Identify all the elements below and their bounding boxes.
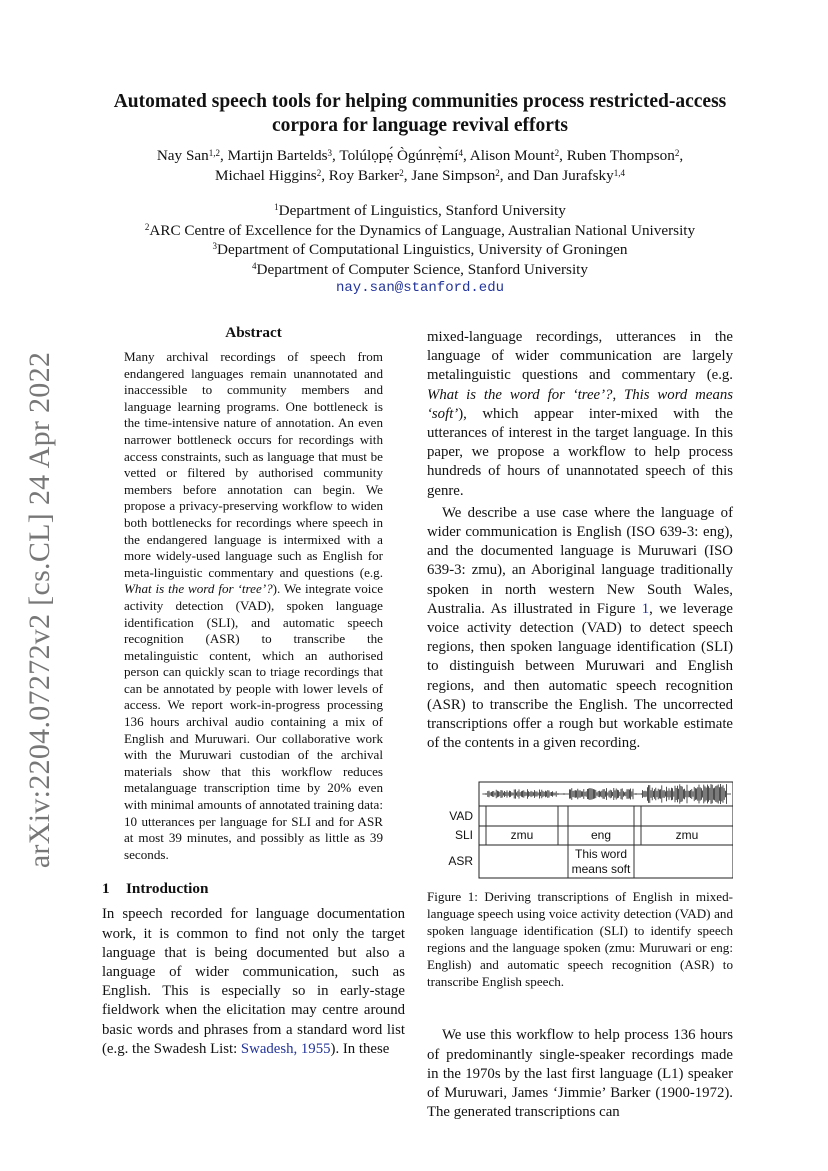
left-column — [102, 324, 405, 1059]
author-name: Nay San — [156, 147, 209, 164]
author-name: Michael Higgins — [215, 167, 317, 184]
author-name: Alison Mount — [469, 147, 555, 164]
intro-paragraph-3: We use this workflow to help process 136 hours of predominantly single-speaker recordings made in the 1970s by the last first language (L1) speaker of Muruwari, James ‘Jimmie’ Barker (1900-1972). The generated transcriptions can — [427, 1027, 733, 1121]
figure-1-caption: Figure 1: Deriving transcriptions of English in mixed-language speech using voice activity detection (VAD) and spoken language identification (SLI) to identify speech regions and the language spoken (zmu: Muruwari or eng: English) and automatic speech recognition (ASR) to transcribe English speech. — [427, 889, 733, 990]
author-name: Dan Jurafsky — [533, 167, 614, 184]
arxiv-identifier — [20, 351, 60, 869]
author-affil-sup: 2 — [316, 168, 322, 178]
right-column — [427, 328, 733, 1122]
vad-row-label: VAD — [449, 809, 473, 824]
abstract-heading: Abstract — [225, 324, 282, 341]
abstract-text: Many archival recordings of speech from endangered languages remain unannotated and inaccessible to community members and language learning programs. One bottleneck is the time-intensive nature of annotation. An even narrower bottleneck occurs for recordings with access constraints, such as language that must be vetted or filtered by authorised community members before annotation can begin. We propose a privacy-preserving workflow to widen both bottlenecks for recordings where speech in the endangered language is intermixed with a more widely-used language such as English for meta-linguistic commentary and questions (e.g. What is the word for ‘tree’?). We integrate voice activity detection (VAD), spoken language identification (SLI), and automatic speech recognition (ASR) to transcribe the metalinguistic content, which an authorised person can quickly scan to triage recordings that can be annotated by people with lower levels of access. We report work-in-progress processing 136 hours archival audio containing a mix of English and Muruwari. Our collaborative work with the Muruwari custodian of the archival materials show that this workflow reduces metalanguage transcription time by 20% even with minimal amounts of annotated training data: 10 utterances per language for SLI and for ASR at most 39 minutes, and possibly as little as 39 seconds. — [124, 349, 384, 862]
figure-reference-link[interactable]: 1 — [641, 600, 650, 617]
author-name: Martijn Bartelds — [227, 147, 328, 164]
paper-title — [100, 90, 740, 138]
citation-link-swadesh[interactable]: Swadesh, 1955 — [240, 1040, 331, 1057]
author-name: Roy Barker — [328, 167, 400, 184]
asr-row-label: ASR — [448, 854, 473, 869]
figure-1-diagram — [427, 770, 733, 880]
intro-paragraph-1: In speech recorded for language documentation work, it is common to find not only the target language that is being documented but also a language of wider communication, such as English. This is especially so in early-stage fieldwork when the elicitation may centre around basic words and phrases from a standard word list (e.g. the Swadesh List: Swadesh, 1955). In these — [102, 906, 405, 1057]
title-line-2: corpora for language revival efforts — [271, 115, 569, 136]
affiliation-list — [90, 201, 750, 299]
author-affil-sup: 2 — [399, 168, 404, 178]
intro-paragraph-1-continued: mixed-language recordings, utterances in the language of wider communication are largely metalinguistic questions and commentary (e.g. What is the word for ‘tree’?, This word means ‘soft’), which appear inter-mixed with the utterances of interest in the target language. In this paper, we propose a workflow to help process hundreds of hours of unannotated speech of this genre. — [427, 329, 733, 499]
affiliation: $^3$Department of Computational Linguistics, University of Groningen — [212, 241, 628, 259]
sli-label-zmu: zmu — [510, 828, 534, 843]
author-affil-sup: 1,2 — [208, 148, 220, 158]
author-affil-sup: 3 — [327, 148, 333, 158]
sli-label-zmu: zmu — [675, 828, 699, 843]
author-affil-sup: 2 — [554, 148, 560, 158]
affiliation: $^1$Department of Linguistics, Stanford University — [274, 202, 566, 219]
figure-1 — [427, 770, 733, 880]
author-name: Tolúlọpẹ́ Ògúnrẹ̀mí — [339, 147, 459, 164]
author-list: Nay San$^{1,2}$, Martijn Bartelds$^3$, Tolúlọpẹ́ $Ògúnrẹ̀mí^4$, Alison Mount$^2$, Ruben Thompson$^2$, Michael Higgins$^2$, Roy Barker$^2$, Jane Simpson$^2$, and Dan Jurafsky$^{1,4}$ — [156, 147, 684, 184]
author-name: Ruben Thompson — [566, 147, 675, 164]
affiliation: $^2$ARC Centre of Excellence for the Dynamics of Language, Australian National University — [144, 221, 696, 239]
author-affil-sup: 2 — [674, 148, 680, 158]
asr-text-line-1: This word — [574, 847, 628, 862]
arxiv-id-text: arXiv:2204.07272v2 [cs.CL] 24 Apr 2022 — [23, 351, 57, 869]
waveform-trace — [483, 784, 730, 804]
author-affil-sup: 1,4 — [613, 168, 625, 178]
author-affil-sup: 2 — [495, 168, 500, 178]
author-name: Jane Simpson — [411, 167, 496, 184]
author-affil-sup: 4 — [458, 148, 464, 158]
section-heading-introduction: 1 Introduction — [102, 880, 209, 898]
contact-email-link[interactable]: nay.san@stanford.edu — [335, 280, 505, 297]
asr-text-line-2: means soft — [571, 862, 631, 877]
waveform — [483, 784, 730, 804]
intro-paragraph-2: We describe a use case where the language of wider communication is English (ISO 639-3: eng), and the documented language is Muruwari (ISO 639-3: zmu), an Aboriginal language traditionally spoken in north western New South Wales, Australia. As illustrated in Figure 1, we leverage voice activity detection (VAD) to detect speech regions, then spoken language identification (SLI) to distinguish between Muruwari and English regions, and then automatic speech recognition (ASR) to transcribe the English. The uncorrected transcriptions offer a rough but workable estimate of the contents in a given recording. — [427, 504, 733, 752]
title-line-1: Automated speech tools for helping communities process restricted-access — [113, 91, 727, 112]
sli-label-eng: eng — [590, 828, 612, 843]
affiliation: $^4$Department of Computer Science, Stanford University — [251, 260, 588, 278]
sli-row-label: SLI — [454, 828, 473, 843]
